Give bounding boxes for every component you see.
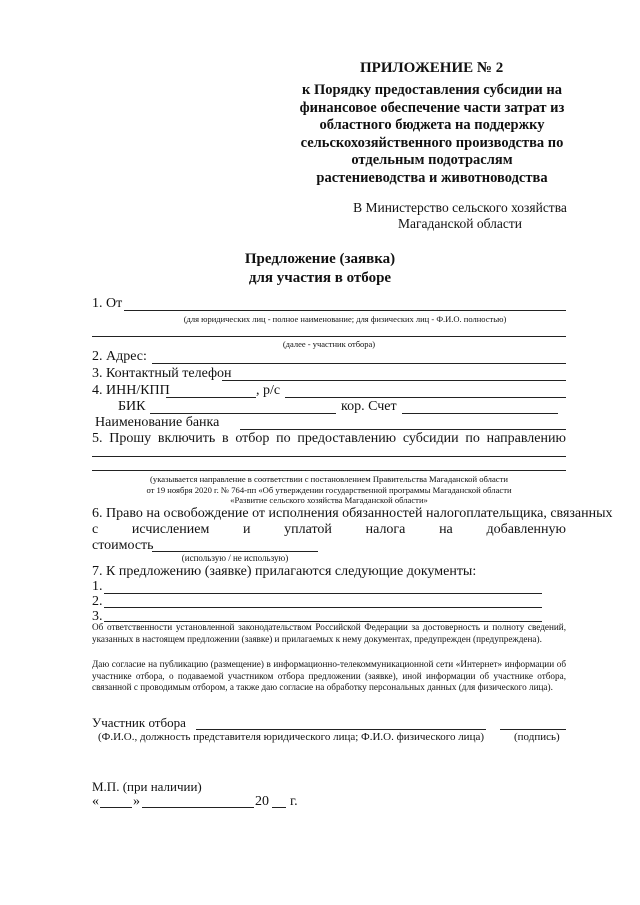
- corr-account-field[interactable]: [402, 413, 558, 414]
- account-field[interactable]: [285, 397, 566, 398]
- appendix-line: сельскохозяйственного производства по: [300, 134, 564, 151]
- item6-word: исчислением: [131, 522, 210, 537]
- phone-field[interactable]: [222, 380, 566, 381]
- bik-field[interactable]: [150, 413, 336, 414]
- corr-account-label: кор. Счет: [341, 399, 397, 414]
- doc-number: 2.: [92, 594, 103, 609]
- item5-word: 5.: [92, 431, 103, 446]
- item6-word: с: [92, 522, 99, 537]
- doc-field-1[interactable]: [104, 593, 542, 594]
- date-year-field[interactable]: [272, 807, 286, 808]
- appendix-line: отдельным подотраслям: [351, 152, 513, 168]
- item5-note-line: от 19 ноября 2020 г. № 764-пп «Об утверждении государственной программы Магаданской области: [146, 484, 512, 495]
- date-year-prefix: 20: [255, 794, 269, 809]
- address-field[interactable]: [152, 363, 566, 364]
- account-label: , р/с: [256, 383, 281, 398]
- item5-word: предоставлению: [297, 431, 397, 446]
- item5-word: в: [221, 431, 229, 446]
- item5-line: [92, 431, 566, 447]
- participant-label: Участник отбора: [92, 715, 186, 730]
- vat-field[interactable]: [152, 551, 318, 552]
- item5-word: субсидии: [402, 431, 459, 446]
- appendix-line: финансовое обеспечение части затрат из: [299, 99, 565, 116]
- item4-label: 4. ИНН/КПП: [92, 383, 170, 398]
- item1-hint2: (далее - участник отбора): [282, 339, 376, 349]
- item1-field[interactable]: [124, 310, 566, 311]
- signature-hint: (подпись): [514, 731, 560, 743]
- inn-kpp-field[interactable]: [166, 397, 256, 398]
- item5-word: по: [276, 431, 291, 446]
- item5-word: отбор: [235, 431, 270, 446]
- item6-line1: 6. Право на освобождение от исполнения обязанностей налогоплательщика, связанных: [92, 506, 613, 521]
- document-title: [200, 250, 440, 288]
- vat-hint: (использую / не использую): [181, 553, 289, 563]
- item6-word: на: [439, 522, 453, 537]
- bik-label: БИК: [118, 399, 146, 414]
- item6-line2: [92, 522, 566, 538]
- addressee-line: Магаданской области: [398, 216, 522, 231]
- date-open-quote: «: [92, 794, 99, 809]
- date-year-suffix: г.: [290, 794, 298, 809]
- item6-word: добавленную: [486, 522, 566, 537]
- item1-field-continued[interactable]: [92, 336, 566, 337]
- item5-note-line: «Развитие сельского хозяйства Магаданской области»: [230, 495, 428, 505]
- date-day-field[interactable]: [100, 807, 132, 808]
- signature-field[interactable]: [500, 729, 566, 730]
- item5-word: Прошу: [109, 431, 152, 446]
- item5-note-line: (указывается направление в соответствии с постановлением Правительства Магаданской области: [150, 474, 508, 484]
- item5-note: [92, 474, 566, 506]
- date-close-quote: »: [133, 794, 140, 809]
- item6-line3: стоимость: [92, 538, 154, 553]
- direction-field[interactable]: [92, 456, 566, 457]
- bank-label: Наименование банка: [95, 415, 220, 430]
- item6-word: и: [243, 522, 251, 537]
- stamp-label: М.П. (при наличии): [92, 779, 202, 794]
- item2-label: 2. Адрес:: [92, 349, 147, 364]
- liability-notice: Об ответственности установленной законодательством Российской Федерации за достоверность и полноту сведений, указанных в настоящем предложении (заявке) и прилагаемых к нему документах, предупрежден (предупреждена).: [92, 622, 566, 644]
- title-line: Предложение (заявка): [244, 251, 396, 267]
- doc-number: 3.: [92, 609, 103, 624]
- participant-name-field[interactable]: [196, 729, 486, 730]
- direction-field-continued[interactable]: [92, 470, 566, 471]
- appendix-line: к Порядку предоставления субсидии на: [301, 82, 563, 98]
- doc-number: 1.: [92, 579, 103, 594]
- bank-field[interactable]: [240, 429, 566, 430]
- item7-label: 7. К предложению (заявке) прилагаются следующие документы:: [92, 564, 477, 579]
- appendix-line: областного бюджета на поддержку: [319, 117, 545, 133]
- title-line: для участия в отборе: [248, 270, 392, 286]
- item1-hint: (для юридических лиц - полное наименование; для физических лиц - Ф.И.О. полностью): [183, 314, 507, 324]
- appendix-title: ПРИЛОЖЕНИЕ № 2: [360, 60, 504, 76]
- consent-notice: Даю согласие на публикацию (размещение) в информационно-телекоммуникационной сети «Интернет» информации об участнике отбора, о подаваемой участником отбора предложении (заявке), иной информации об участнике отбора, связанной с проводимым отбором, а также даю согласие на обработку персональных данных (для физического лица).: [92, 659, 566, 693]
- item6-word: уплатой: [284, 522, 332, 537]
- item1-label: 1. От: [92, 296, 123, 311]
- participant-name-hint: (Ф.И.О., должность представителя юридического лица; Ф.И.О. физического лица): [98, 731, 485, 743]
- doc-field-2[interactable]: [104, 607, 542, 608]
- appendix-subtitle: [282, 82, 582, 187]
- item5-word: по: [465, 431, 480, 446]
- addressee-line: В Министерство сельского хозяйства: [353, 200, 567, 215]
- item6-word: налога: [365, 522, 406, 537]
- item3-label: 3. Контактный телефон: [92, 366, 232, 381]
- appendix-line: растениеводства и животноводства: [316, 169, 548, 186]
- date-month-field[interactable]: [142, 807, 254, 808]
- addressee: [340, 200, 580, 232]
- item5-word: направлению: [486, 431, 566, 446]
- item5-word: включить: [157, 431, 216, 446]
